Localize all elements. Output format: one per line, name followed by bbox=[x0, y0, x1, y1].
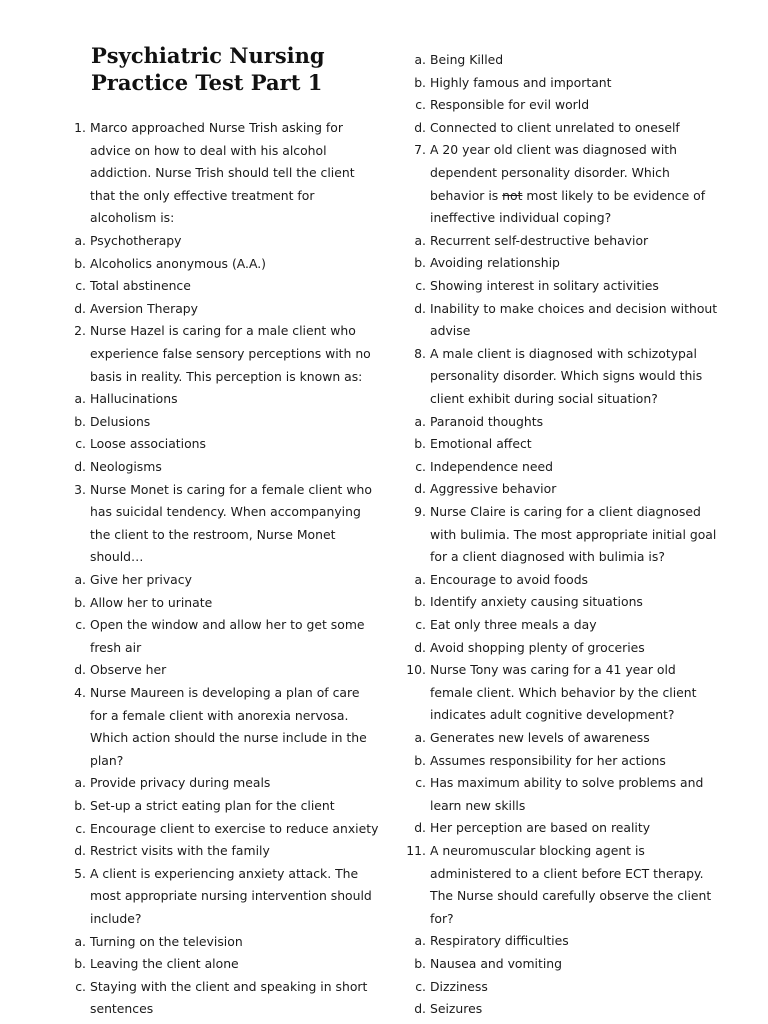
text-line: with bulimia. The most appropriate initial goal bbox=[430, 526, 717, 542]
text-line: most appropriate nursing intervention should bbox=[90, 888, 372, 904]
question-number: 10. bbox=[406, 662, 426, 678]
question-number: 2. bbox=[74, 323, 86, 339]
question-number: 5. bbox=[74, 865, 86, 881]
title-line-1: Psychiatric Nursing bbox=[91, 43, 325, 68]
title-line-2: Practice Test Part 1 bbox=[91, 70, 323, 95]
option-text bbox=[430, 275, 659, 298]
text-line: Restrict visits with the family bbox=[90, 843, 270, 859]
option-letter: c. bbox=[75, 278, 86, 294]
text-line: sentences bbox=[90, 1001, 154, 1017]
text-line: has suicidal tendency. When accompanying bbox=[90, 504, 361, 520]
option-letter: c. bbox=[415, 775, 426, 791]
option-letter: b. bbox=[74, 255, 86, 271]
text-line: Provide privacy during meals bbox=[90, 775, 271, 791]
text-line: client exhibit during social situation? bbox=[430, 390, 658, 406]
option-letter: b. bbox=[414, 594, 426, 610]
option-text bbox=[90, 976, 367, 1021]
page-title bbox=[91, 42, 371, 96]
text-line: A male client is diagnosed with schizotypal bbox=[430, 345, 697, 361]
option-text bbox=[430, 953, 562, 976]
option-text bbox=[430, 49, 503, 72]
option-text bbox=[90, 411, 150, 434]
option-text bbox=[430, 591, 643, 614]
text-line: dependent personality disorder. Which bbox=[430, 164, 670, 180]
option-letter: c. bbox=[415, 458, 426, 474]
option-text bbox=[430, 637, 645, 660]
option-letter: d. bbox=[74, 459, 86, 474]
option-letter: b. bbox=[74, 413, 86, 429]
option-letter: d. bbox=[414, 481, 426, 497]
question-text bbox=[430, 343, 724, 411]
option-letter: c. bbox=[75, 436, 86, 452]
text-line: Identify anxiety causing situations bbox=[430, 594, 643, 610]
option-text bbox=[430, 569, 588, 592]
option-letter: b. bbox=[414, 436, 426, 452]
option-letter: a. bbox=[414, 232, 426, 248]
text-line: Has maximum ability to solve problems and bbox=[430, 775, 704, 791]
question-text bbox=[90, 117, 382, 230]
text-line: Open the window and allow her to get some bbox=[90, 617, 365, 633]
text-line: alcoholism is: bbox=[90, 210, 175, 226]
text-line: Turning on the television bbox=[90, 933, 243, 949]
text-line: Emotional affect bbox=[430, 436, 532, 452]
text-line: Recurrent self-destructive behavior bbox=[430, 232, 649, 248]
text-line: administered to a client before ECT therapy. bbox=[430, 865, 704, 881]
option-letter: b. bbox=[414, 752, 426, 768]
question-number: 9. bbox=[414, 504, 426, 519]
option-letter: d. bbox=[74, 843, 86, 859]
text-line: for a client diagnosed with bulimia is? bbox=[430, 549, 665, 565]
text-line: Seizures bbox=[430, 1001, 483, 1017]
option-text bbox=[430, 976, 488, 999]
question-text bbox=[90, 863, 382, 931]
text-line: Nausea and vomiting bbox=[430, 956, 563, 971]
option-letter: d. bbox=[414, 639, 426, 655]
text-line: Connected to client unrelated to oneself bbox=[430, 119, 680, 135]
text-line: basis in reality. This perception is known as: bbox=[90, 368, 363, 384]
text-line: Generates new levels of awareness bbox=[430, 730, 650, 745]
question-text bbox=[430, 139, 724, 229]
text-line: Nurse Hazel is caring for a male client who bbox=[90, 323, 356, 339]
option-text bbox=[90, 614, 365, 659]
option-letter: d. bbox=[74, 300, 86, 316]
text-line: learn new skills bbox=[430, 797, 526, 813]
text-line: Aggressive behavior bbox=[430, 481, 557, 497]
text-line: Nurse Monet is caring for a female client who bbox=[90, 481, 372, 497]
text-line: Her perception are based on reality bbox=[430, 820, 651, 836]
text-line: Staying with the client and speaking in short bbox=[90, 978, 368, 994]
option-text bbox=[430, 230, 648, 253]
question-number: 4. bbox=[74, 685, 86, 700]
option-text bbox=[90, 840, 270, 863]
text-line: Observe her bbox=[90, 662, 167, 678]
option-letter: a. bbox=[74, 572, 86, 587]
text-line: Leaving the client alone bbox=[90, 956, 239, 972]
text-line: A 20 year old client was diagnosed with bbox=[430, 142, 677, 158]
text-line: Psychotherapy bbox=[90, 233, 182, 248]
option-letter: c. bbox=[75, 820, 86, 836]
text-line: A client is experiencing anxiety attack. The bbox=[90, 865, 359, 881]
option-letter: c. bbox=[75, 617, 86, 633]
option-text bbox=[430, 411, 543, 434]
text-line: Delusions bbox=[90, 413, 151, 429]
option-text bbox=[90, 388, 178, 411]
option-letter: c. bbox=[75, 978, 86, 994]
text-line: Paranoid thoughts bbox=[430, 413, 544, 429]
option-letter: b. bbox=[74, 798, 86, 813]
question-text bbox=[90, 479, 382, 569]
option-text bbox=[430, 433, 532, 456]
text-line: Aversion Therapy bbox=[90, 300, 199, 316]
question-number: 3. bbox=[74, 481, 86, 497]
text-line: include? bbox=[90, 910, 142, 926]
option-text bbox=[430, 930, 569, 953]
option-text bbox=[90, 230, 182, 253]
text-line: Inability to make choices and decision without bbox=[430, 300, 718, 316]
text-line: the client to the restroom, Nurse Monet bbox=[90, 526, 336, 542]
option-letter: d. bbox=[414, 119, 426, 135]
option-text bbox=[430, 72, 612, 95]
question-text bbox=[430, 659, 724, 727]
text-line: for? bbox=[430, 910, 454, 926]
text-line: Marco approached Nurse Trish asking for bbox=[90, 120, 343, 135]
text-line: A neuromuscular blocking agent is bbox=[430, 843, 645, 858]
option-letter: a. bbox=[414, 730, 426, 745]
option-text bbox=[90, 772, 270, 795]
text-line: Being Killed bbox=[430, 52, 504, 67]
text-line: female client. Which behavior by the client bbox=[430, 684, 697, 700]
option-text bbox=[90, 275, 191, 298]
option-text bbox=[90, 659, 166, 682]
question-number: 11. bbox=[406, 843, 426, 858]
option-text bbox=[90, 433, 206, 456]
text-line: Hallucinations bbox=[90, 391, 178, 407]
question-text bbox=[430, 840, 724, 930]
option-text bbox=[430, 298, 717, 343]
option-text bbox=[430, 817, 650, 840]
text-line: Nurse Maureen is developing a plan of care bbox=[90, 685, 360, 700]
question-number: 1. bbox=[74, 120, 86, 135]
option-letter: c. bbox=[415, 617, 426, 632]
option-letter: d. bbox=[414, 300, 426, 316]
text-line: Loose associations bbox=[90, 436, 206, 452]
text-line: personality disorder. Which signs would this bbox=[430, 368, 703, 384]
text-line: Total abstinence bbox=[90, 278, 191, 294]
option-text bbox=[90, 931, 243, 954]
text-line: Set-up a strict eating plan for the client bbox=[90, 798, 335, 813]
question-number: 8. bbox=[414, 345, 426, 361]
text-line: Allow her to urinate bbox=[90, 594, 213, 610]
text-line: Showing interest in solitary activities bbox=[430, 278, 659, 293]
option-text bbox=[90, 569, 192, 592]
option-letter: c. bbox=[415, 97, 426, 113]
option-letter: b. bbox=[414, 74, 426, 90]
option-text bbox=[430, 727, 650, 750]
question-number: 7. bbox=[414, 142, 426, 158]
text-line: ineffective individual coping? bbox=[430, 210, 612, 226]
text-line: Encourage to avoid foods bbox=[430, 571, 589, 587]
option-text bbox=[430, 750, 666, 773]
text-line: Avoid shopping plenty of groceries bbox=[430, 639, 645, 655]
option-letter: a. bbox=[414, 413, 426, 429]
text-line: indicates adult cognitive development? bbox=[430, 707, 675, 723]
option-letter: b. bbox=[74, 594, 86, 610]
text-line: Give her privacy bbox=[90, 572, 192, 587]
text-line: Respiratory difficulties bbox=[430, 933, 569, 949]
option-letter: c. bbox=[415, 978, 426, 994]
option-letter: a. bbox=[74, 775, 86, 791]
text-line: Which action should the nurse include in the bbox=[90, 730, 367, 746]
text-line: Dizziness bbox=[430, 978, 488, 994]
text-line: The Nurse should carefully observe the client bbox=[430, 888, 712, 904]
question-text bbox=[430, 501, 724, 569]
text-line: Nurse Tony was caring for a 41 year old bbox=[430, 662, 676, 678]
option-letter: b. bbox=[74, 956, 86, 972]
text-line: Highly famous and important bbox=[430, 74, 612, 90]
option-text bbox=[90, 456, 162, 479]
option-text bbox=[90, 592, 212, 615]
text-line: Encourage client to exercise to reduce anxiety bbox=[90, 820, 379, 836]
option-text bbox=[430, 772, 703, 817]
text-line: plan? bbox=[90, 752, 124, 768]
text-line: Nurse Claire is caring for a client diagnosed bbox=[430, 504, 701, 519]
option-text bbox=[430, 94, 589, 117]
text-line: Avoiding relationship bbox=[430, 255, 560, 271]
option-letter: d. bbox=[414, 1001, 426, 1017]
text-line: for a female client with anorexia nervosa. bbox=[90, 707, 349, 723]
option-letter: a. bbox=[414, 52, 426, 67]
option-text bbox=[90, 795, 335, 818]
text-line: Neologisms bbox=[90, 459, 162, 474]
option-text bbox=[430, 998, 482, 1021]
text-line: Assumes responsibility for her actions bbox=[430, 752, 666, 768]
option-letter: a. bbox=[74, 233, 86, 248]
text-line: Responsible for evil world bbox=[430, 97, 590, 113]
option-text bbox=[90, 298, 198, 321]
text-line: Eat only three meals a day bbox=[430, 617, 597, 632]
text-line: that the only effective treatment for bbox=[90, 187, 315, 203]
option-letter: b. bbox=[414, 956, 426, 971]
option-letter: d. bbox=[74, 662, 86, 678]
question-text bbox=[90, 320, 382, 388]
option-letter: a. bbox=[414, 571, 426, 587]
option-text bbox=[90, 818, 378, 841]
option-text bbox=[430, 456, 553, 479]
option-text bbox=[430, 252, 560, 275]
option-text bbox=[430, 117, 680, 140]
text-line: experience false sensory perceptions with no bbox=[90, 345, 371, 361]
text-line: advice on how to deal with his alcohol bbox=[90, 142, 327, 158]
option-text bbox=[430, 614, 597, 637]
option-letter: d. bbox=[414, 820, 426, 836]
option-text bbox=[90, 253, 266, 276]
option-letter: a. bbox=[74, 933, 86, 949]
option-letter: c. bbox=[415, 278, 426, 293]
text-line: Independence need bbox=[430, 458, 554, 474]
option-text bbox=[430, 478, 556, 501]
text-line: should… bbox=[90, 549, 144, 565]
question-text bbox=[90, 682, 382, 772]
text-line: Alcoholics anonymous (A.A.) bbox=[90, 255, 267, 271]
option-letter: a. bbox=[74, 391, 86, 407]
text-line: fresh air bbox=[90, 639, 142, 655]
option-text bbox=[90, 953, 239, 976]
option-letter: b. bbox=[414, 255, 426, 271]
option-letter: a. bbox=[414, 933, 426, 949]
text-line: addiction. Nurse Trish should tell the client bbox=[90, 165, 355, 181]
text-line: behavior is not most likely to be evidence of bbox=[430, 187, 706, 203]
text-line: advise bbox=[430, 323, 471, 339]
